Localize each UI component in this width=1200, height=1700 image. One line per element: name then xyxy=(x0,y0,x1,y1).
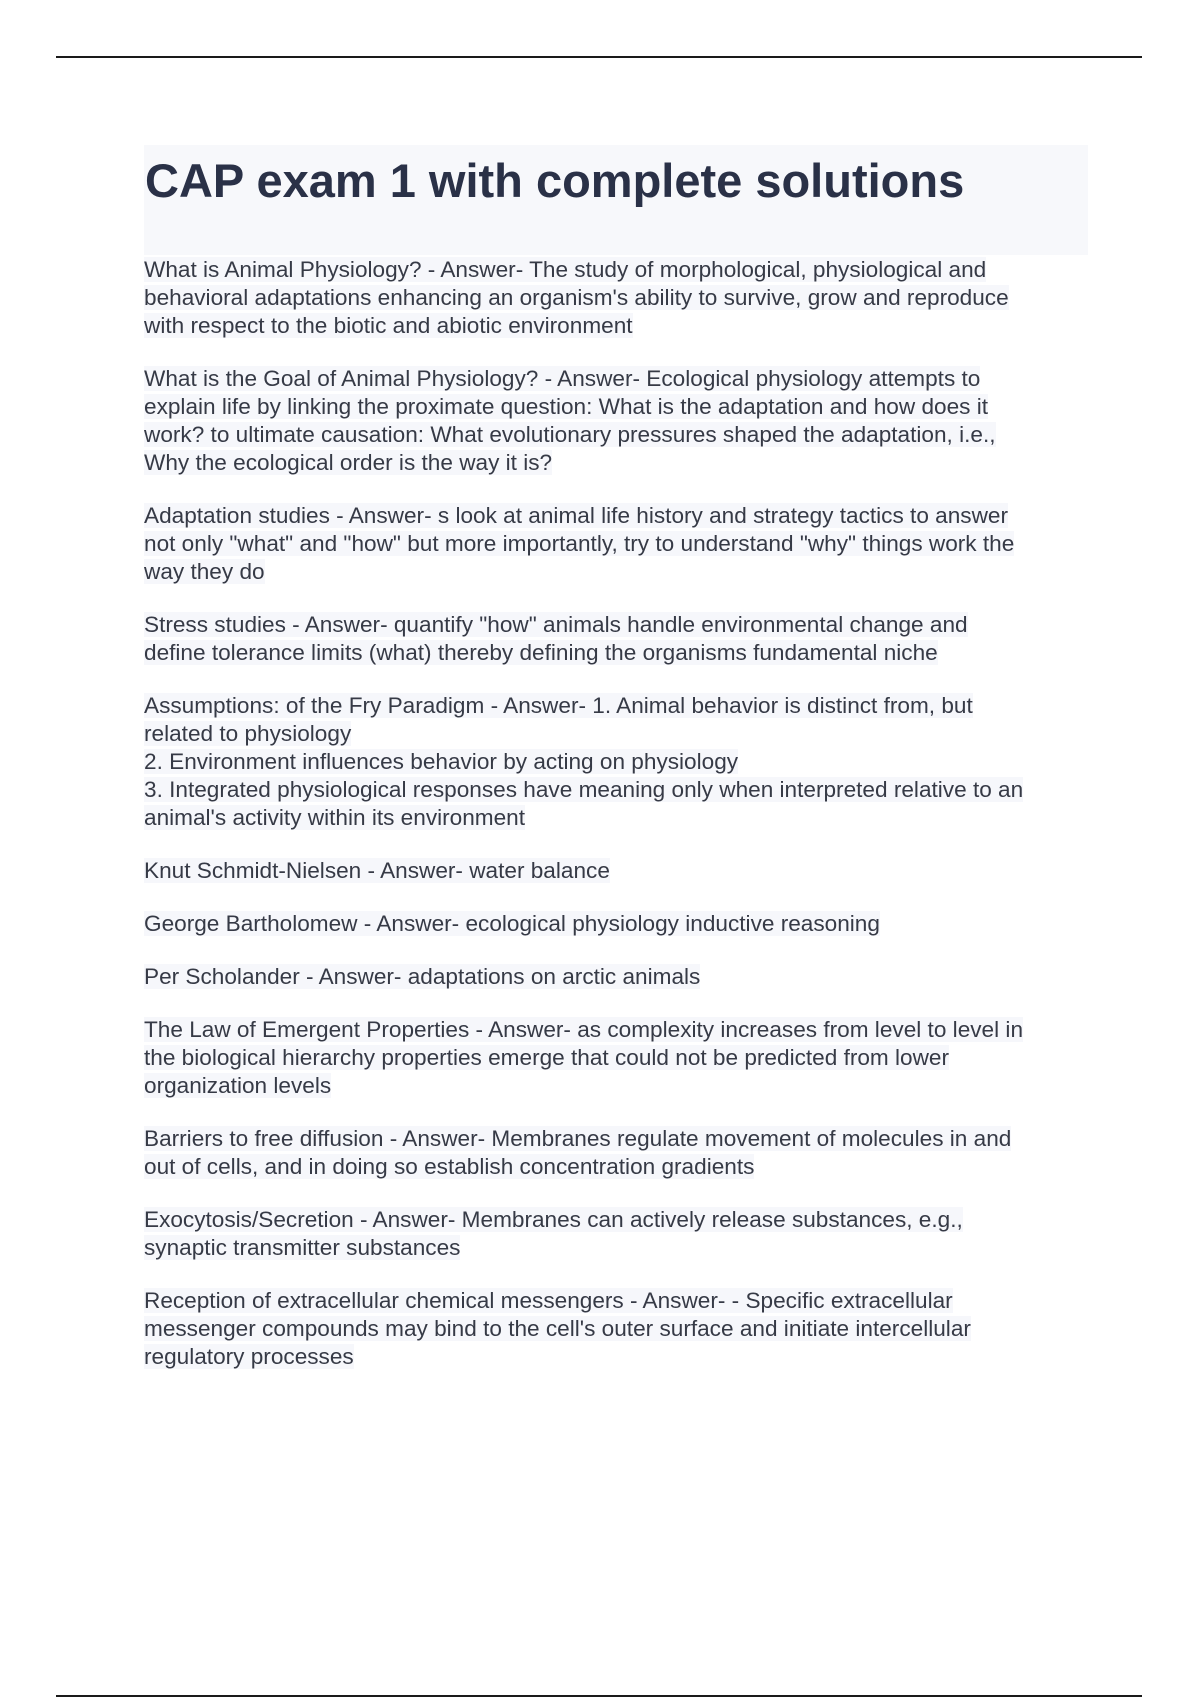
qa-entry-text: Reception of extracellular chemical messengers - Answer- - Specific extracellular xyxy=(144,1288,953,1313)
qa-entry-text: the biological hierarchy properties emerge that could not be predicted from lower xyxy=(144,1045,950,1070)
qa-entry xyxy=(144,1125,1092,1181)
qa-entry-text: Per Scholander - Answer- adaptations on arctic animals xyxy=(144,964,701,989)
qa-entry-line xyxy=(144,611,1092,639)
qa-entry-line xyxy=(144,1287,1092,1315)
bottom-divider xyxy=(56,1695,1142,1697)
qa-entry-text: Exocytosis/Secretion - Answer- Membranes can actively release substances, e.g., xyxy=(144,1207,963,1232)
page-title: CAP exam 1 with complete solutions xyxy=(145,154,965,207)
qa-entry-line xyxy=(144,639,1092,667)
qa-entry-text: with respect to the biotic and abiotic environment xyxy=(144,313,633,338)
qa-entry-text: George Bartholomew - Answer- ecological physiology inductive reasoning xyxy=(144,911,880,936)
top-divider xyxy=(56,56,1142,58)
qa-entry-line xyxy=(144,1125,1092,1153)
qa-entry-text: work? to ultimate causation: What evolutionary pressures shaped the adaptation, i.e., xyxy=(144,422,996,447)
qa-entry-text: behavioral adaptations enhancing an organism's ability to survive, grow and reproduce xyxy=(144,285,1009,310)
qa-entry-line xyxy=(144,857,1092,885)
qa-entry-text: out of cells, and in doing so establish concentration gradients xyxy=(144,1154,755,1179)
qa-entry-text: Barriers to free diffusion - Answer- Membranes regulate movement of molecules in and xyxy=(144,1126,1012,1151)
qa-entry-text: define tolerance limits (what) thereby defining the organisms fundamental niche xyxy=(144,640,938,665)
qa-entry xyxy=(144,692,1092,832)
qa-entry-line xyxy=(144,963,1092,991)
qa-entry-line xyxy=(144,720,1092,748)
qa-entry-line xyxy=(144,284,1092,312)
qa-entry xyxy=(144,857,1092,885)
qa-entry-line xyxy=(144,1153,1092,1181)
qa-entry-line xyxy=(144,692,1092,720)
qa-entry xyxy=(144,365,1092,477)
qa-entry-line xyxy=(144,365,1092,393)
qa-entry-line xyxy=(144,748,1092,776)
qa-entry-text: Stress studies - Answer- quantify "how" animals handle environmental change and xyxy=(144,612,968,637)
qa-entry xyxy=(144,256,1092,340)
qa-entry-text: organization levels xyxy=(144,1073,332,1098)
title-block xyxy=(144,145,1088,255)
qa-entry-line xyxy=(144,1315,1092,1343)
qa-entry-text: The Law of Emergent Properties - Answer- as complexity increases from level to level in xyxy=(144,1017,1024,1042)
qa-entry-line xyxy=(144,776,1092,804)
qa-entry-text: 3. Integrated physiological responses have meaning only when interpreted relative to an xyxy=(144,777,1024,802)
qa-entry-line xyxy=(144,1343,1092,1371)
qa-entry xyxy=(144,1206,1092,1262)
qa-entry-text: explain life by linking the proximate question: What is the adaptation and how does it xyxy=(144,394,989,419)
qa-entry-text: related to physiology xyxy=(144,721,352,746)
qa-entry-line xyxy=(144,1072,1092,1100)
qa-entry-line xyxy=(144,1206,1092,1234)
qa-entry xyxy=(144,963,1092,991)
qa-entry-line xyxy=(144,312,1092,340)
qa-entry-line xyxy=(144,502,1092,530)
qa-entry-text: Adaptation studies - Answer- s look at animal life history and strategy tactics to answer xyxy=(144,503,1008,528)
qa-entry-text: 2. Environment influences behavior by acting on physiology xyxy=(144,749,739,774)
qa-entry-line xyxy=(144,530,1092,558)
qa-entry-text: Assumptions: of the Fry Paradigm - Answer- 1. Animal behavior is distinct from, but xyxy=(144,693,973,718)
qa-entry-line xyxy=(144,1234,1092,1262)
qa-entry xyxy=(144,611,1092,667)
qa-entry-line xyxy=(144,449,1092,477)
qa-entry-line xyxy=(144,421,1092,449)
qa-entry-text: not only "what" and "how" but more importantly, try to understand "why" things work the xyxy=(144,531,1015,556)
qa-entry-text: Knut Schmidt-Nielsen - Answer- water balance xyxy=(144,858,610,883)
qa-entry-text: animal's activity within its environment xyxy=(144,805,526,830)
qa-list xyxy=(144,256,1092,1396)
qa-entry xyxy=(144,1287,1092,1371)
qa-entry xyxy=(144,502,1092,586)
qa-entry-text: messenger compounds may bind to the cell's outer surface and initiate intercellular xyxy=(144,1316,971,1341)
qa-entry-text: synaptic transmitter substances xyxy=(144,1235,461,1260)
qa-entry-line xyxy=(144,1016,1092,1044)
qa-entry-line xyxy=(144,558,1092,586)
qa-entry-line xyxy=(144,1044,1092,1072)
qa-entry-text: What is Animal Physiology? - Answer- The study of morphological, physiological and xyxy=(144,257,987,282)
qa-entry xyxy=(144,1016,1092,1100)
qa-entry xyxy=(144,910,1092,938)
qa-entry-line xyxy=(144,256,1092,284)
qa-entry-line xyxy=(144,393,1092,421)
qa-entry-text: What is the Goal of Animal Physiology? - Answer- Ecological physiology attempts to xyxy=(144,366,981,391)
qa-entry-line xyxy=(144,910,1092,938)
qa-entry-text: regulatory processes xyxy=(144,1344,354,1369)
qa-entry-text: way they do xyxy=(144,559,265,584)
qa-entry-line xyxy=(144,804,1092,832)
qa-entry-text: Why the ecological order is the way it is? xyxy=(144,450,553,475)
